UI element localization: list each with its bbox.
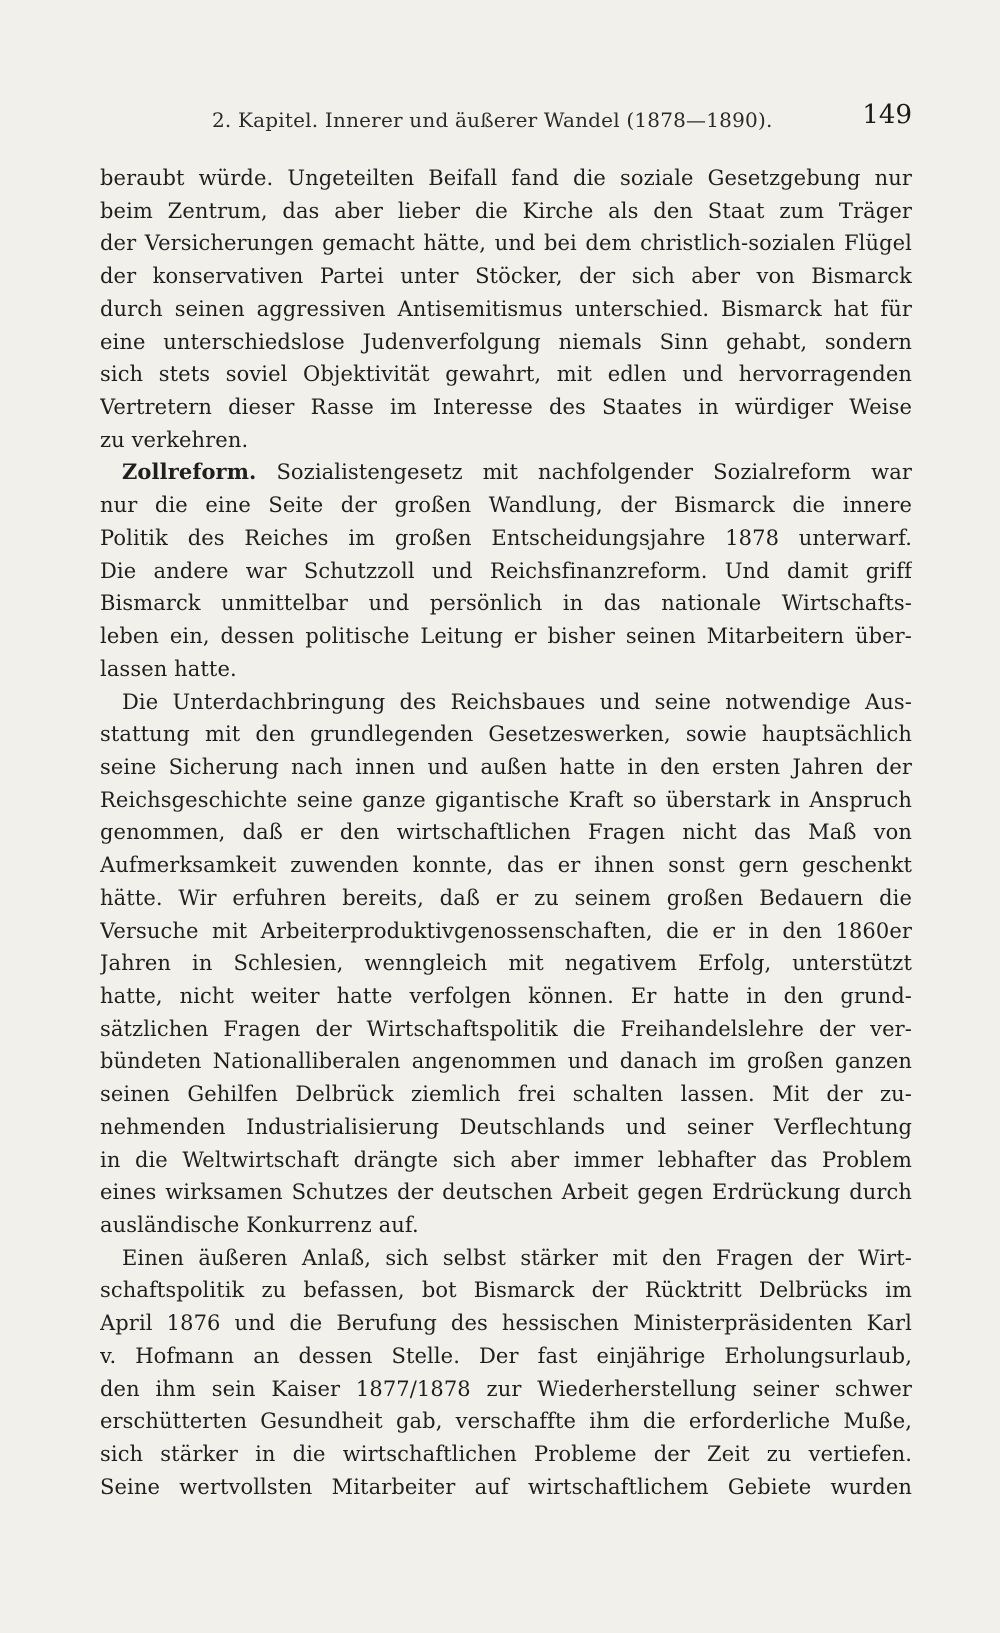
text-line: Jahren in Schlesien, wenngleich mit negativem Erfolg, unterstützt	[100, 951, 912, 976]
page-header	[100, 100, 912, 140]
text-line: Einen äußeren Anlaß, sich selbst stärker mit den Fragen der Wirt-	[122, 1245, 912, 1270]
text-line: Politik des Reiches im großen Entscheidungsjahre 1878 unterwarf.	[100, 525, 912, 550]
text-line: April 1876 und die Berufung des hessischen Ministerpräsidenten Karl	[100, 1311, 912, 1336]
text-line: sich stärker in die wirtschaftlichen Probleme der Zeit zu vertiefen.	[100, 1442, 912, 1467]
text-line-continuation: Sozialistengesetz mit nachfolgender Sozialreform war	[256, 460, 912, 485]
text-line: zu verkehren.	[100, 427, 249, 452]
text-line: beim Zentrum, das aber lieber die Kirche als den Staat zum Träger	[100, 198, 912, 223]
text-line: v. Hofmann an dessen Stelle. Der fast einjährige Erholungsurlaub,	[100, 1343, 912, 1368]
text-line: schaftspolitik zu befassen, bot Bismarck der Rücktritt Delbrücks im	[100, 1278, 912, 1303]
text-line: nur die eine Seite der großen Wandlung, der Bismarck die innere	[100, 493, 912, 518]
section-title: Zollreform.	[122, 459, 257, 485]
page-number: 149	[862, 100, 912, 130]
text-line: Aufmerksamkeit zuwenden konnte, das er ihnen sonst gern geschenkt	[100, 853, 912, 878]
text-line: Reichsgeschichte seine ganze gigantische Kraft so überstark in Anspruch	[100, 787, 912, 812]
text-line: hatte, nicht weiter hatte verfolgen können. Er hatte in den grund-	[100, 983, 912, 1008]
text-line: eine unterschiedslose Judenverfolgung niemals Sinn gehabt, sondern	[100, 329, 912, 354]
text-line: den ihm sein Kaiser 1877/1878 zur Wiederherstellung seiner schwer	[100, 1376, 912, 1401]
text-line: sich stets soviel Objektivität gewahrt, mit edlen und hervorragenden	[100, 362, 912, 387]
text-line: der konservativen Partei unter Stöcker, der sich aber von Bismarck	[100, 264, 912, 289]
text-line: erschütterten Gesundheit gab, verschaffte ihm die erforderliche Muße,	[100, 1409, 912, 1434]
text-line: bündeten Nationalliberalen angenommen und danach im großen ganzen	[100, 1049, 912, 1074]
text-line: eines wirksamen Schutzes der deutschen Arbeit gegen Erdrückung durch	[100, 1180, 912, 1205]
text-line: durch seinen aggressiven Antisemitismus unterschied. Bismarck hat für	[100, 296, 912, 321]
text-line: hätte. Wir erfuhren bereits, daß er zu seinem großen Bedauern die	[100, 885, 912, 910]
text-line: Vertretern dieser Rasse im Interesse des Staates in würdiger Weise	[100, 395, 912, 420]
text-line: in die Weltwirtschaft drängte sich aber immer lebhafter das Problem	[100, 1147, 912, 1172]
text-line: Die andere war Schutzzoll und Reichsfinanzreform. Und damit griff	[100, 558, 912, 583]
text-line: ausländische Konkurrenz auf.	[100, 1213, 419, 1237]
text-line: lassen hatte.	[100, 656, 237, 681]
section-paragraph-start	[100, 456, 912, 489]
text-line: Bismarck unmittelbar und persönlich in das nationale Wirtschafts-	[100, 591, 912, 616]
text-line: seine Sicherung nach innen und außen hatte in den ersten Jahren der	[100, 754, 912, 779]
text-line: stattung mit den grundlegenden Gesetzeswerken, sowie hauptsächlich	[100, 722, 912, 747]
text-line: beraubt würde. Ungeteilten Beifall fand die soziale Gesetzgebung nur	[100, 166, 912, 190]
text-line: seinen Gehilfen Delbrück ziemlich frei schalten lassen. Mit der zu-	[100, 1082, 912, 1107]
body-text	[100, 162, 912, 1503]
text-line: nehmenden Industrialisierung Deutschlands und seiner Verflechtung	[100, 1114, 912, 1139]
text-line: der Versicherungen gemacht hätte, und bei dem christlich-sozialen Flügel	[100, 231, 912, 256]
text-line: sätzlichen Fragen der Wirtschaftspolitik die Freihandelslehre der ver-	[100, 1016, 912, 1041]
running-head: 2. Kapitel. Innerer und äußerer Wandel (1878—1890).	[212, 108, 773, 132]
text-line: Versuche mit Arbeiterproduktivgenossenschaften, die er in den 1860er	[100, 918, 912, 943]
text-line: leben ein, dessen politische Leitung er bisher seinen Mitarbeitern über-	[100, 624, 912, 649]
text-line: Seine wertvollsten Mitarbeiter auf wirtschaftlichem Gebiete wurden	[100, 1474, 912, 1499]
text-line: Die Unterdachbringung des Reichsbaues und seine notwendige Aus-	[122, 689, 912, 714]
text-line: genommen, daß er den wirtschaftlichen Fragen nicht das Maß von	[100, 820, 912, 845]
